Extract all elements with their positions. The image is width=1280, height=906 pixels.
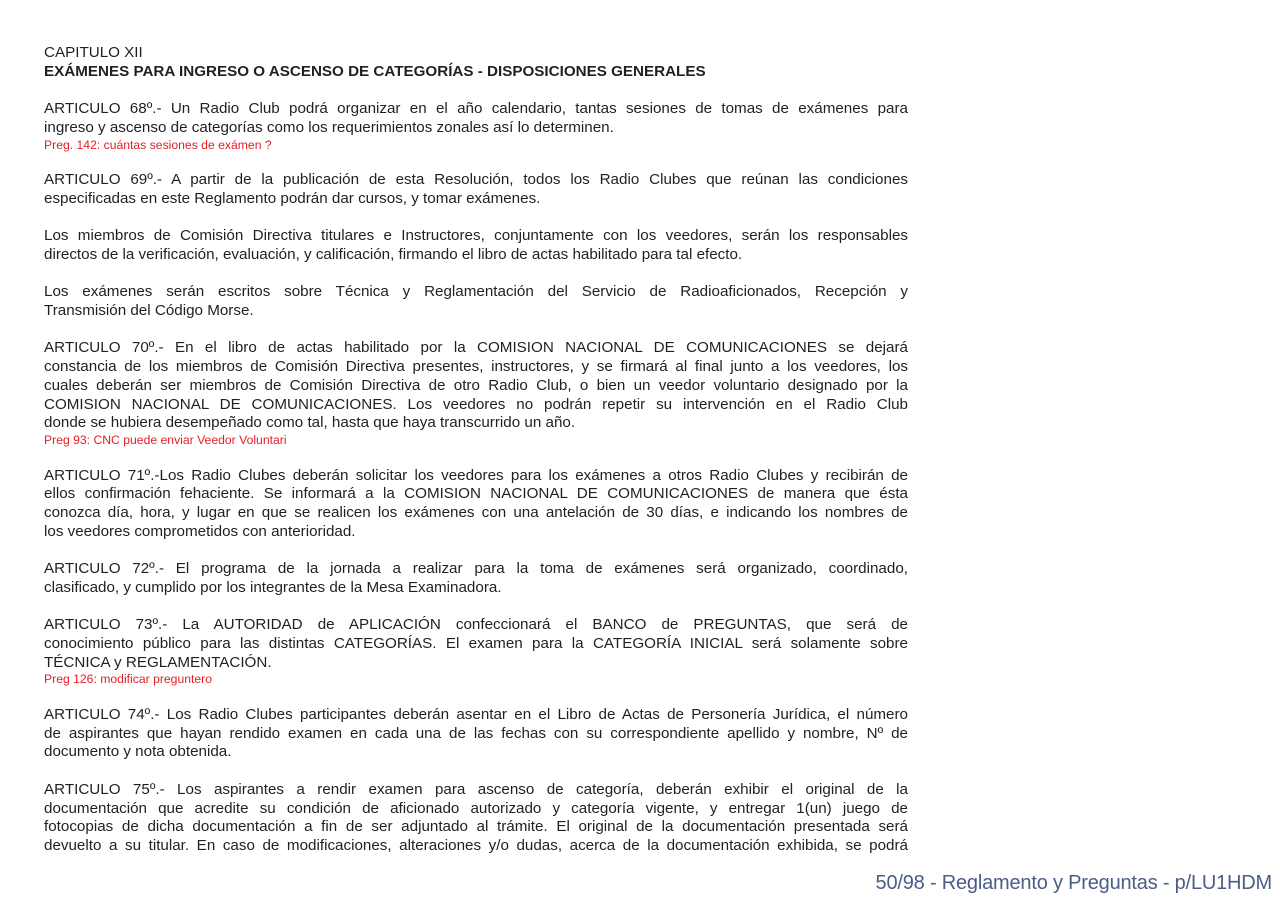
paragraph-line: ARTICULO 72º.- El programa de la jornada a realizar para la toma de exámenes será organizado, coordinado,: [44, 560, 908, 578]
paragraph-line: COMISION NACIONAL DE COMUNICACIONES. Los veedores no podrán repetir su intervención en el Radio Club: [44, 395, 908, 413]
article-list: [44, 100, 908, 856]
paragraph-line: conocimiento público para las distintas CATEGORÍAS. El examen para la CATEGORÍA INICIAL será solamente sobre: [44, 634, 908, 652]
article-paragraph: [44, 616, 908, 687]
paragraph-line: donde se hubiera desempeñado como tal, hasta que haya transcurrido un año.: [44, 414, 576, 432]
spacer: [44, 687, 908, 706]
article-paragraph: [44, 227, 908, 264]
chapter-heading: CAPITULO XII: [44, 44, 143, 61]
paragraph-line: ARTICULO 69º.- A partir de la publicación de esta Resolución, todos los Radio Clubes que reúnan las condiciones: [44, 171, 908, 189]
question-note: Preg. 142: cuántas sesiones de exámen ?: [44, 137, 272, 152]
spacer: [44, 448, 908, 467]
question-note: Preg 93: CNC puede enviar Veedor Voluntari: [44, 432, 287, 447]
paragraph-line: constancia de los miembros de Comisión Directiva presentes, instructores, y se firmará al final junto a los veedores, los: [44, 358, 908, 376]
question-note: Preg 126: modificar preguntero: [44, 672, 213, 687]
paragraph-line: directos de la verificación, evaluación, y calificación, firmando el libro de actas habilitado para tal efecto.: [44, 245, 743, 263]
article-paragraph: [44, 100, 908, 152]
paragraph-line: Transmisión del Código Morse.: [44, 302, 254, 320]
paragraph-line: ARTICULO 71º.-Los Radio Clubes deberán solicitar los veedores para los exámenes a otros Radio Clubes y recibirán de: [44, 466, 908, 484]
spacer: [44, 81, 908, 100]
spacer: [44, 321, 908, 340]
paragraph-line: ARTICULO 74º.- Los Radio Clubes participantes deberán asentar en el Libro de Actas de Personería Jurídica, el número: [44, 706, 908, 724]
spacer: [44, 541, 908, 560]
article-paragraph: [44, 339, 908, 448]
article-paragraph: [44, 560, 908, 597]
article-paragraph: [44, 706, 908, 762]
article-paragraph: [44, 467, 908, 542]
spacer: [44, 153, 908, 172]
article-paragraph: [44, 283, 908, 320]
paragraph-line: ingreso y ascenso de categorías como los requerimientos zonales así lo determinen.: [44, 118, 614, 136]
paragraph-line: fotocopias de dicha documentación a fin de ser adjuntado al trámite. El original de la documentación presentada será: [44, 818, 908, 836]
chapter-title: EXÁMENES PARA INGRESO O ASCENSO DE CATEGORÍAS - DISPOSICIONES GENERALES: [44, 62, 706, 80]
paragraph-line: documento y nota obtenida.: [44, 743, 232, 761]
paragraph-line: ARTICULO 68º.- Un Radio Club podrá organizar en el año calendario, tantas sesiones de tomas de exámenes para: [44, 100, 908, 118]
paragraph-line: Los exámenes serán escritos sobre Técnica y Reglamentación del Servicio de Radioaficionados, Recepción y: [44, 283, 908, 301]
spacer: [44, 265, 908, 284]
document-page: [44, 44, 908, 856]
page-footer: 50/98 - Reglamento y Preguntas - p/LU1HDM: [875, 872, 1272, 894]
spacer: [44, 209, 908, 228]
paragraph-line: los veedores comprometidos con anterioridad.: [44, 522, 356, 540]
paragraph-line: ARTICULO 70º.- En el libro de actas habilitado por la COMISION NACIONAL DE COMUNICACIONES se dejará: [44, 339, 908, 357]
paragraph-line: TÉCNICA y REGLAMENTACIÓN.: [44, 653, 272, 671]
paragraph-line: conozca día, hora, y lugar en que se realicen los exámenes con una antelación de 30 días, e indicando los nombres de: [44, 504, 908, 522]
paragraph-line: ARTICULO 73º.- La AUTORIDAD de APLICACIÓN confeccionará el BANCO de PREGUNTAS, que será de: [44, 616, 908, 634]
spacer: [44, 598, 908, 617]
paragraph-line: de aspirantes que hayan rendido examen en cada una de las fechas con su correspondiente apellido y nombre, Nº de: [44, 724, 908, 742]
spacer: [44, 762, 908, 781]
paragraph-line: ARTICULO 75º.- Los aspirantes a rendir examen para ascenso de categoría, deberán exhibir el original de la: [44, 780, 908, 798]
paragraph-line: devuelto a su titular. En caso de modificaciones, alteraciones y/o dudas, acerca de la documentación exhibida, se podrá: [44, 836, 908, 854]
paragraph-line: ellos confirmación fehaciente. Se informará a la COMISION NACIONAL DE COMUNICACIONES de manera que ésta: [44, 485, 908, 503]
paragraph-line: cuales deberán ser miembros de Comisión Directiva de otro Radio Club, o bien un veedor voluntario designado por la: [44, 376, 908, 394]
paragraph-line: Los miembros de Comisión Directiva titulares e Instructores, conjuntamente con los veedores, serán los responsables: [44, 227, 908, 245]
paragraph-line: especificadas en este Reglamento podrán dar cursos, y tomar exámenes.: [44, 189, 541, 207]
paragraph-line: documentación que acredite su condición de aficionado autorizado y categoría vigente, y entregar 1(un) juego de: [44, 799, 908, 817]
article-paragraph: [44, 781, 908, 856]
paragraph-line: clasificado, y cumplido por los integrantes de la Mesa Examinadora.: [44, 578, 502, 596]
article-paragraph: [44, 171, 908, 208]
